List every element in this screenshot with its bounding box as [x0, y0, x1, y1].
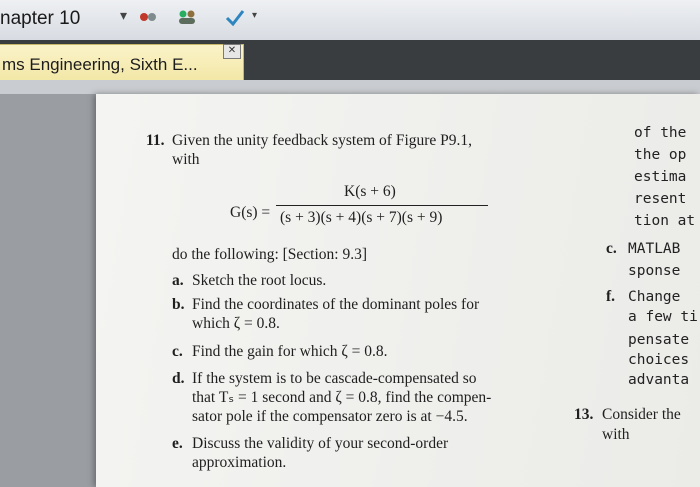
- close-icon[interactable]: ✕: [223, 44, 241, 59]
- problem-13-text: Consider the: [602, 406, 681, 423]
- right-col-line-9: a few ti: [628, 309, 698, 325]
- part-c-label: c.: [172, 343, 183, 360]
- right-col-line-12: advanta: [628, 372, 690, 388]
- part-d-label: d.: [172, 370, 185, 387]
- document-tab-label: ms Engineering, Sixth E...: [2, 55, 198, 74]
- transfer-function-lhs: G(s) =: [230, 204, 271, 221]
- customize-dropdown-icon[interactable]: ▾: [252, 10, 258, 21]
- right-col-line-10: pensate: [628, 332, 690, 348]
- part-d-text-1: If the system is to be cascade-compensated so: [192, 370, 477, 387]
- document-tab[interactable]: [0, 44, 244, 81]
- part-a-label: a.: [172, 272, 184, 289]
- right-col-c-text: MATLAB: [628, 241, 681, 257]
- ruler: [0, 80, 700, 94]
- right-col-line-7: sponse: [628, 263, 681, 279]
- title-bar: [0, 0, 700, 41]
- part-e-text-1: Discuss the validity of your second-order: [192, 435, 449, 452]
- dropdown-arrow-icon[interactable]: ▾: [120, 8, 128, 24]
- right-col-c-label: c.: [606, 240, 617, 257]
- problem-instruction: do the following: [Section: 9.3]: [172, 246, 368, 263]
- right-col-line-2: the op: [634, 147, 687, 163]
- tab-bar: [0, 40, 700, 80]
- part-c-text: Find the gain for which ζ = 0.8.: [192, 343, 388, 360]
- fraction-bar: [276, 205, 488, 206]
- problem-number: 11.: [146, 132, 165, 149]
- part-a-text: Sketch the root locus.: [192, 272, 327, 289]
- document-page: [96, 94, 700, 487]
- part-d-text-2: that Tₛ = 1 second and ζ = 0.8, find the compen-: [192, 389, 492, 406]
- part-e-label: e.: [172, 435, 183, 452]
- problem-13-with: with: [602, 426, 630, 443]
- users-icon[interactable]: [176, 8, 198, 30]
- check-mark-icon[interactable]: [224, 8, 246, 32]
- right-col-f-text: Change: [628, 289, 681, 305]
- right-col-line-3: estima: [634, 169, 687, 185]
- right-col-line-11: choices: [628, 352, 690, 368]
- part-b-text-2: which ζ = 0.8.: [192, 315, 280, 332]
- link-icon[interactable]: [138, 8, 158, 30]
- right-col-line-4: resent: [634, 191, 687, 207]
- transfer-function-numerator: K(s + 6): [344, 183, 396, 200]
- right-col-line-1: of the: [634, 125, 687, 141]
- problem-intro: Given the unity feedback system of Figure P9.1,: [172, 132, 473, 149]
- part-b-label: b.: [172, 296, 185, 313]
- part-b-text-1: Find the coordinates of the dominant poles for: [192, 296, 480, 313]
- right-col-line-5: tion at: [634, 213, 696, 229]
- problem-intro-with: with: [172, 151, 200, 168]
- window-title: napter 10: [0, 8, 81, 29]
- part-e-text-2: approximation.: [192, 454, 287, 471]
- problem-13-number: 13.: [574, 406, 594, 423]
- transfer-function-denominator: (s + 3)(s + 4)(s + 7)(s + 9): [280, 209, 443, 226]
- part-d-text-3: sator pole if the compensator zero is at −4.5.: [192, 408, 468, 425]
- right-col-f-label: f.: [606, 288, 616, 305]
